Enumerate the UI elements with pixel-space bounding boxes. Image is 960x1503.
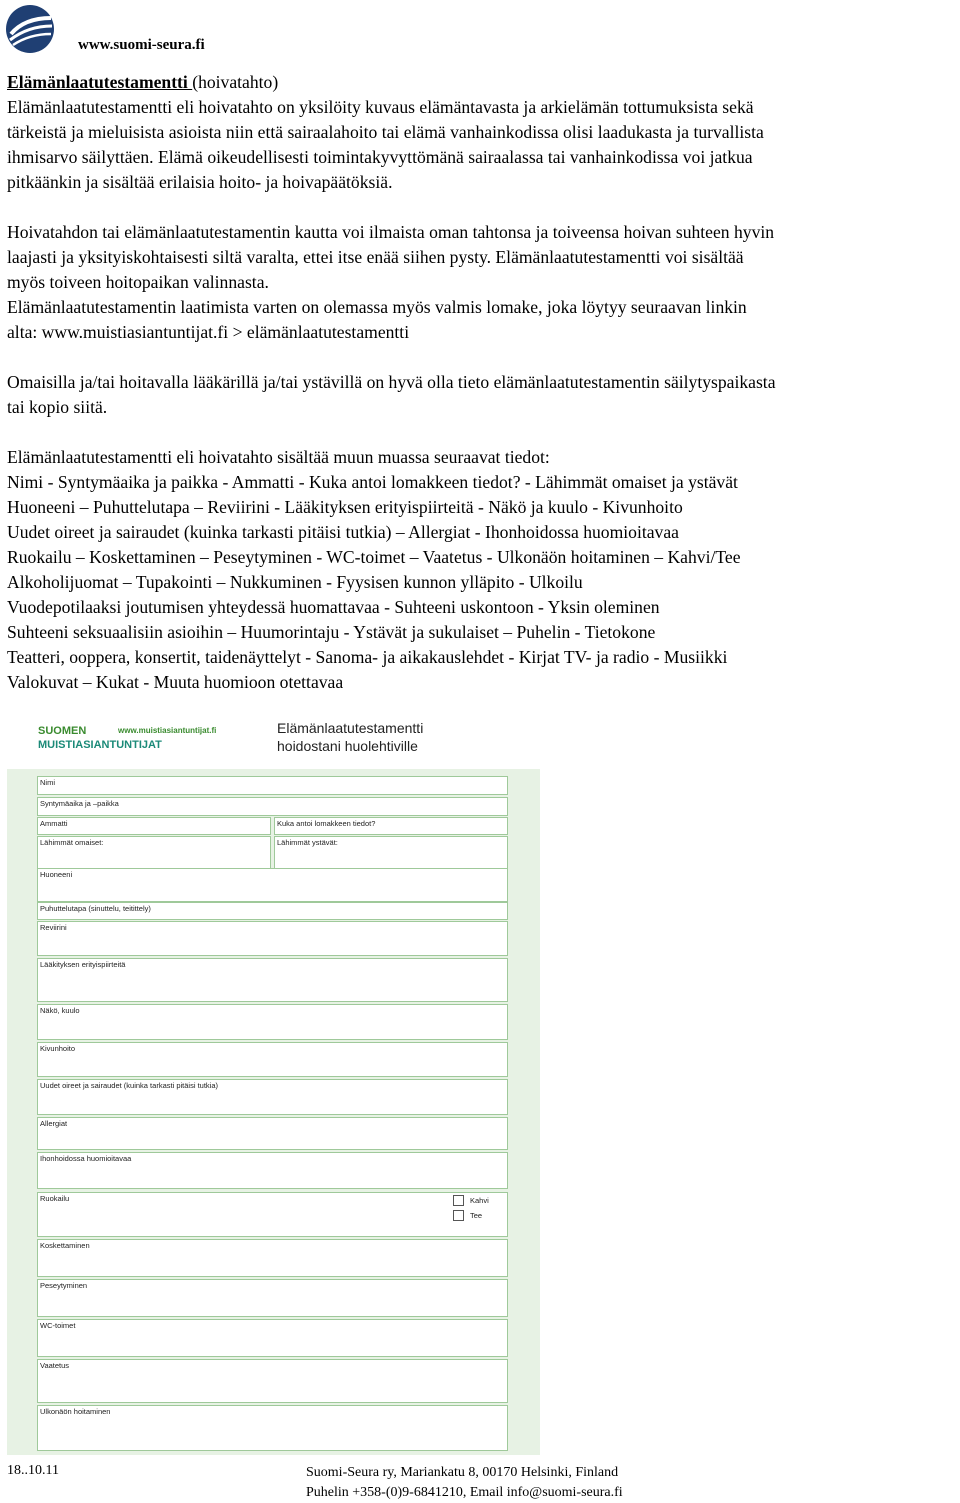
form-label: Lähimmät omaiset: (40, 838, 104, 847)
tee-checkbox[interactable] (453, 1210, 464, 1221)
form-label: WC-toimet (40, 1321, 76, 1330)
form-label: Vaatetus (40, 1361, 70, 1370)
text-line: Suhteeni seksuaalisiin asioihin – Huumorintaju - Ystävät ja sukulaiset – Puhelin - Tietokone (7, 622, 656, 642)
form-field-ammatti (37, 817, 271, 835)
form-label: Kuka antoi lomakkeen tiedot? (277, 819, 376, 828)
form-label: Näkö, kuulo (40, 1006, 80, 1015)
form-label: Nimi (40, 778, 55, 787)
form-label: Peseytyminen (40, 1281, 88, 1290)
text-line: Teatteri, ooppera, konsertit, taidenäyttelyt - Sanoma- ja aikakauslehdet - Kirjat TV- ja radio - Musiikki (7, 647, 728, 667)
form-field-reviirini (37, 921, 508, 956)
form-label: Kivunhoito (40, 1044, 76, 1053)
text-line: ihmisarvo säilyttäen. Elämä oikeudellisesti toimintakyvyttömänä sairaalassa tai vanhainkodissa voi jatkua (7, 147, 753, 167)
form-label: Reviirini (40, 923, 67, 932)
form-logo-line2: MUISTIASIANTUNTIJAT (38, 739, 162, 751)
text-line: Uudet oireet ja sairaudet (kuinka tarkasti pitäisi tutkia) – Allergiat - Ihonhoidossa huomioitavaa (7, 522, 679, 542)
form-logo-url: www.muistiasiantuntijat.fi (118, 726, 217, 735)
form-label: Ihonhoidossa huomioitavaa (40, 1154, 132, 1163)
form-field-nimi (37, 776, 508, 795)
text-line: laajasti ja yksityiskohtaisesti siltä varalta, ettei itse enää siihen pysty. Elämänlaatutestamentti voi sisältää (7, 247, 744, 267)
text-line: Elämänlaatutestamentti eli hoivatahto on yksilöity kuvaus elämäntavasta ja arkielämän tottumuksista sekä (7, 97, 754, 117)
section1-title-line (7, 70, 957, 95)
form-label: Puhuttelutapa (sinuttelu, teitittely) (40, 904, 151, 913)
form-label: Huoneeni (40, 870, 73, 879)
form-field-peseytyminen (37, 1279, 508, 1317)
form-label: Lähimmät ystävät: (277, 838, 338, 847)
main-content (7, 70, 957, 695)
form-label: Ulkonäön hoitaminen (40, 1407, 111, 1416)
form-label: Ruokailu (40, 1194, 70, 1203)
form-field-wc-toimet (37, 1319, 508, 1357)
form-label: Ammatti (40, 819, 68, 828)
footer-date: 18..10.11 (7, 1463, 59, 1478)
document-title: Elämänlaatutestamentti (7, 72, 193, 92)
text-line: pitkäänkin ja sisältää erilaisia hoito- ja hoivapäätöksiä. (7, 172, 393, 192)
form-label: Koskettaminen (40, 1241, 90, 1250)
form-field-koskettaminen (37, 1239, 508, 1277)
form-header (7, 699, 540, 769)
text-line: Nimi - Syntymäaika ja paikka - Ammatti - Kuka antoi lomakkeen tiedot? - Lähimmät omaiset ja ystävät (7, 472, 738, 492)
form-field-huoneeni (37, 868, 508, 902)
text-line: tärkeistä ja mieluisista asioista niin että sairaalahoito tai elämä vanhainkodissa olisi laadukasta ja turvallista (7, 122, 764, 142)
form-label: Allergiat (40, 1119, 68, 1128)
text-line: tai kopio siitä. (7, 397, 108, 417)
form-label: Tee (470, 1211, 483, 1220)
form-label: Lääkityksen erityispiirteitä (40, 960, 126, 969)
form-title-line2: hoidostani huolehtiville (277, 738, 418, 754)
site-url: www.suomi-seura.fi (78, 37, 205, 53)
text-line: Elämänlaatutestamentti eli hoivatahto sisältää muun muassa seuraavat tiedot: (7, 447, 550, 467)
form-title (277, 719, 423, 755)
document-title-suffix: (hoivatahto) (192, 72, 279, 92)
form-logo-line1: SUOMEN (38, 725, 87, 737)
text-line: Huoneeni – Puhuttelutapa – Reviirini - Lääkityksen erityispiirteitä - Näkö ja kuulo - Kivunhoito (7, 497, 683, 517)
form-field-allergiat (37, 1117, 508, 1150)
form-label: Kahvi (470, 1196, 489, 1205)
text-line: Omaisilla ja/tai hoitavalla lääkärillä ja/tai ystävillä on hyvä olla tieto elämänlaatutestamentin säilytyspaikasta (7, 372, 776, 392)
text-line: Vuodepotilaaksi joutumisen yhteydessä huomattavaa - Suhteeni uskontoon - Yksin oleminen (7, 597, 660, 617)
footer-contact-block (306, 1463, 623, 1503)
footer-contact: Puhelin +358-(0)9-6841210, Email info@suomi-seura.fi (306, 1485, 623, 1500)
text-line: Valokuvat – Kukat - Muuta huomioon otettavaa (7, 672, 344, 692)
form-label: Uudet oireet ja sairaudet (kuinka tarkasti pitäisi tutkia) (40, 1081, 219, 1090)
text-line: Ruokailu – Koskettaminen – Peseytyminen - WC-toimet – Vaatetus - Ulkonäön hoitaminen – Kahvi/Tee (7, 547, 741, 567)
form-field-nako-kuulo (37, 1004, 508, 1040)
form-field-vaatetus (37, 1359, 508, 1403)
text-line: myös toiveen hoitopaikan valinnasta. (7, 272, 269, 292)
form-field-kivunhoito (37, 1042, 508, 1077)
text-line: Alkoholijuomat – Tupakointi – Nukkuminen - Fyysisen kunnon ylläpito - Ulkoilu (7, 572, 583, 592)
text-line: Hoivatahdon tai elämänlaatutestamentin kautta voi ilmaista oman tahtonsa ja toiveensa hoivan suhteen hyvin (7, 222, 775, 242)
suomi-seura-logo-icon (5, 4, 55, 54)
form-label: Syntymäaika ja –paikka (40, 799, 119, 808)
kahvi-checkbox[interactable] (453, 1195, 464, 1206)
form-title-line1: Elämänlaatutestamentti (277, 720, 424, 736)
text-line: Elämänlaatutestamentin laatimista varten on olemassa myös valmis lomake, joka löytyy seuraavan linkin (7, 297, 747, 317)
form-image (7, 699, 540, 1455)
form-field-ruokailu (37, 1192, 508, 1237)
text-line: alta: www.muistiasiantuntijat.fi > elämänlaatutestamentti (7, 322, 410, 342)
footer-address: Suomi-Seura ry, Mariankatu 8, 00170 Helsinki, Finland (306, 1465, 619, 1480)
